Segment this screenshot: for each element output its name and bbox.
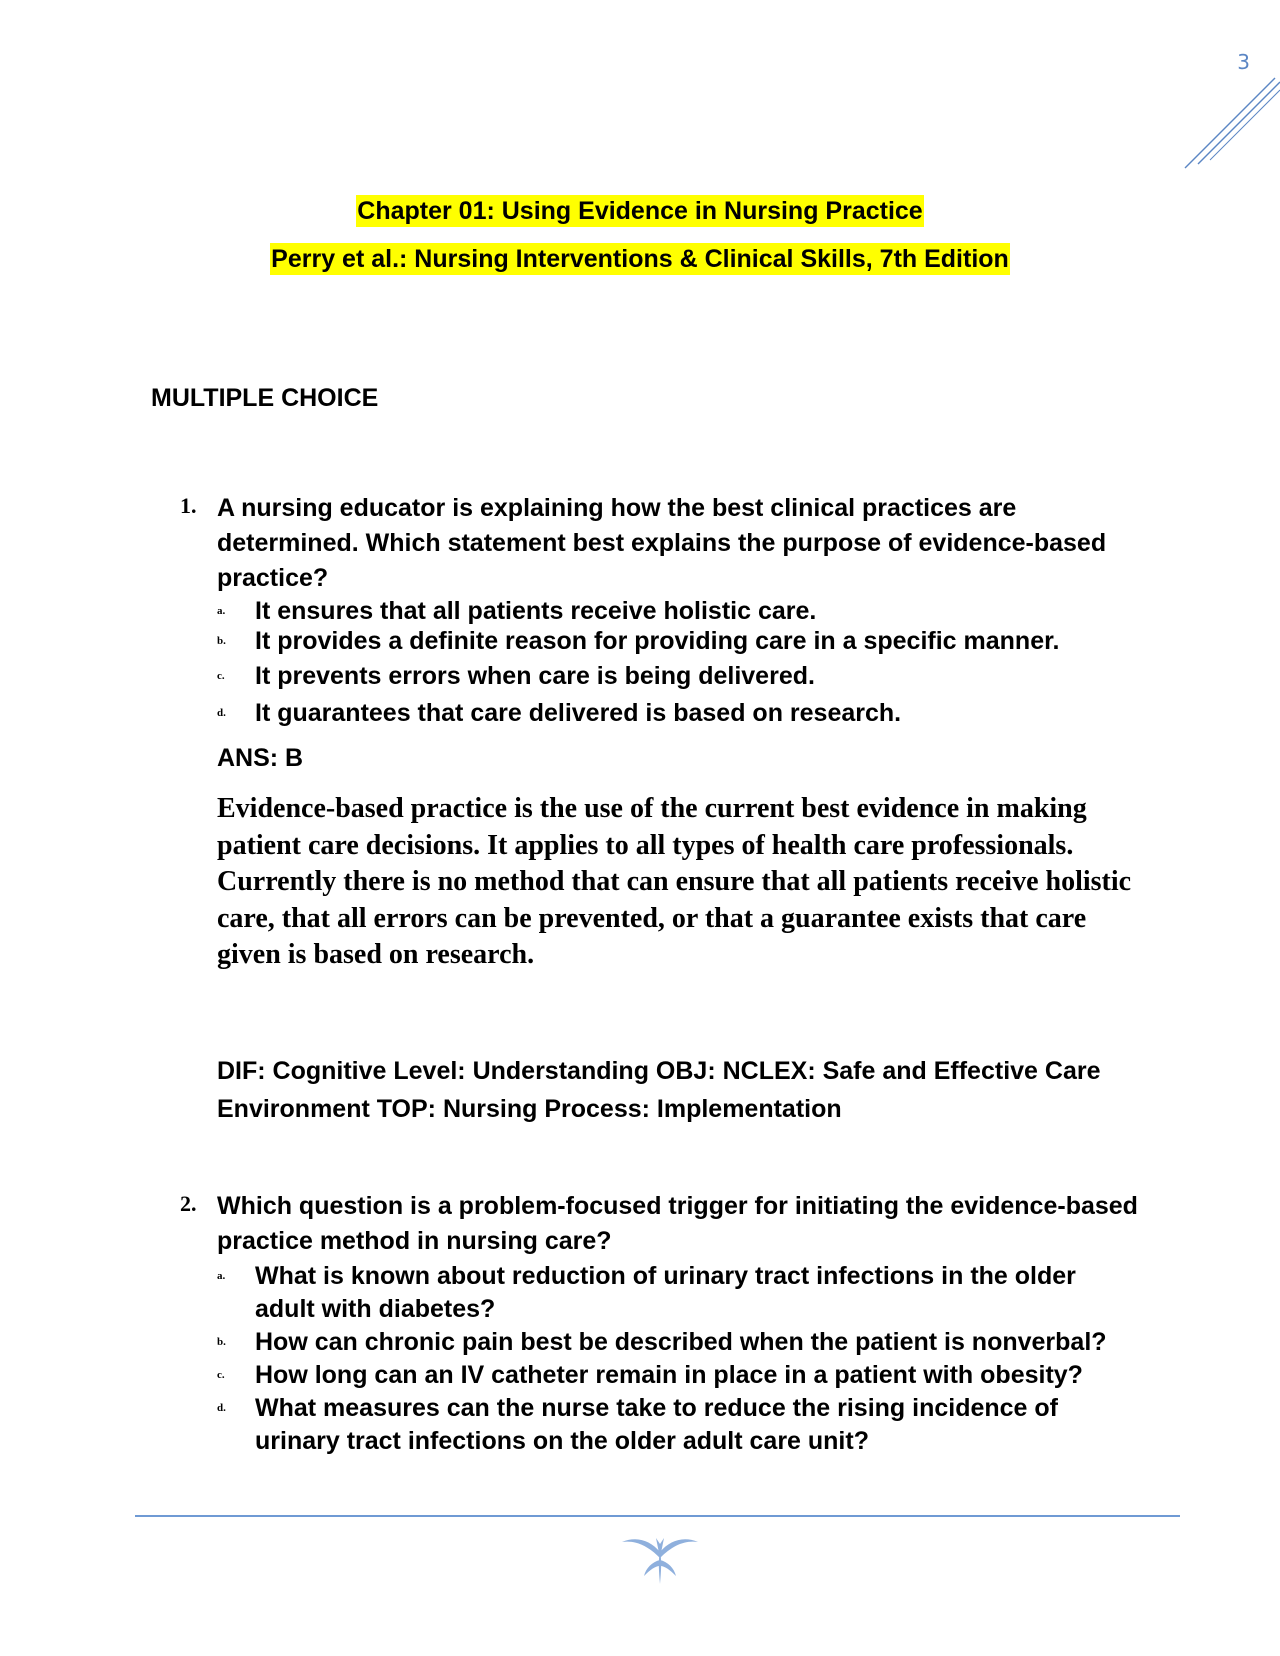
metadata-line-1: DIF: Cognitive Level: Understanding OBJ: NCLEX: Safe and Effective Care — [217, 1056, 1101, 1085]
option-b — [217, 1326, 1140, 1359]
question-metadata — [217, 1052, 1140, 1128]
option-text: It prevents errors when care is being delivered. — [255, 662, 815, 690]
footer-divider — [135, 1515, 1180, 1517]
option-text: How long can an IV catheter remain in place in a patient with obesity? — [255, 1361, 1083, 1389]
answer-options — [217, 1260, 1140, 1458]
option-letter: d. — [217, 707, 226, 719]
option-letter: b. — [217, 635, 226, 647]
leaf-bird-logo-icon — [620, 1530, 700, 1586]
option-letter: c. — [217, 1369, 225, 1381]
option-a — [217, 1260, 1140, 1326]
rationale-text: Evidence-based practice is the use of the current best evidence in making patient care decisions. It applies to all types of health care professionals. Currently there is no method that can ensure that all patients receive holistic care, that all errors can be prevented, or that a guarantee exists that care given is based on research. — [217, 793, 1132, 970]
corner-diagonal-lines-icon — [1180, 70, 1280, 170]
metadata-line-2: Environment TOP: Nursing Process: Implementation — [217, 1094, 842, 1123]
option-d — [217, 697, 1140, 730]
option-text: It provides a definite reason for providing care in a specific manner. — [255, 627, 1060, 655]
option-letter: d. — [217, 1402, 226, 1414]
option-letter: a. — [217, 605, 226, 617]
option-b — [217, 626, 1140, 656]
option-text: How can chronic pain best be described when the patient is nonverbal? — [255, 1328, 1107, 1356]
option-text: It guarantees that care delivered is based on research. — [255, 699, 902, 727]
question-2 — [180, 1189, 1140, 1458]
page-number: 3 — [1237, 50, 1250, 74]
title-block — [0, 197, 1280, 293]
chapter-title: Chapter 01: Using Evidence in Nursing Practice — [357, 197, 923, 225]
book-title: Perry et al.: Nursing Interventions & Clinical Skills, 7th Edition — [271, 245, 1009, 273]
section-heading: MULTIPLE CHOICE — [151, 384, 379, 412]
option-text: It ensures that all patients receive holistic care. — [255, 597, 817, 625]
question-number: 1. — [180, 493, 197, 518]
option-text: What measures can the nurse take to reduce the rising incidence of urinary tract infections on the older adult care unit? — [255, 1394, 1059, 1455]
option-letter: b. — [217, 1336, 226, 1348]
question-1 — [180, 491, 1140, 1128]
question-stem: Which question is a problem-focused trigger for initiating the evidence-based practice method in nursing care? — [217, 1192, 1138, 1255]
answer-key: ANS: B — [217, 744, 304, 772]
question-stem: A nursing educator is explaining how the best clinical practices are determined. Which statement best explains the purpose of evidence-based practice? — [217, 494, 1107, 592]
option-a — [217, 596, 1140, 626]
option-c — [217, 660, 1140, 693]
option-d — [217, 1392, 1140, 1458]
option-letter: a. — [217, 1270, 226, 1282]
option-letter: c. — [217, 670, 225, 682]
question-number: 2. — [180, 1191, 197, 1216]
answer-options — [217, 596, 1140, 730]
option-c — [217, 1359, 1140, 1392]
option-text: What is known about reduction of urinary tract infections in the older adult with diabetes? — [255, 1262, 1076, 1323]
